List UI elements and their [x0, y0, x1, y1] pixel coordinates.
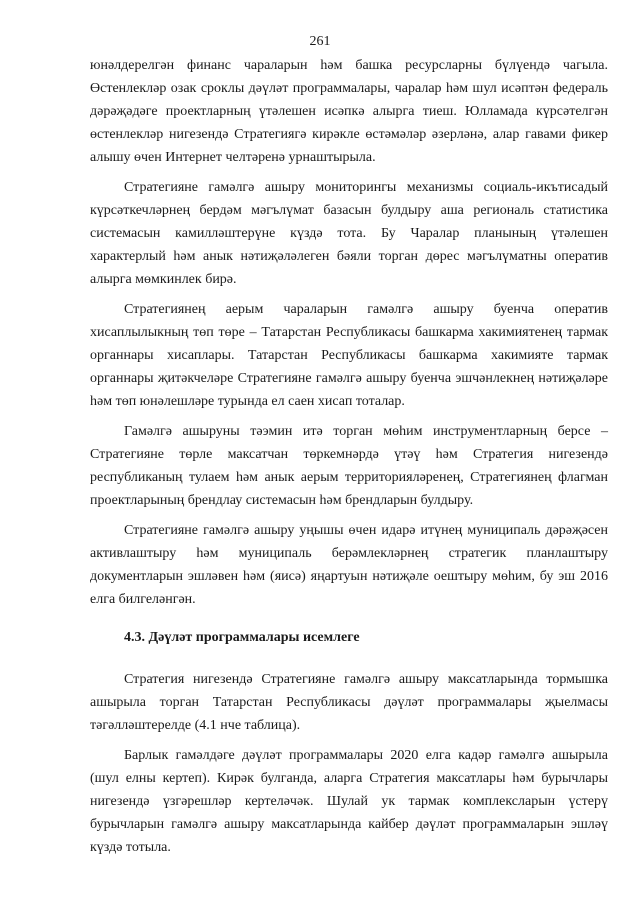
paragraph: Гамәлгә ашыруны тәэмин итә торган мөһим инструментларның берсе – Стратегияне төрле максатчан төркемнәрдә үтәү һәм Стратегия нигезендә республиканың тулаем һәм анык аерым территорияләренең, Стратегиянең флагман проектларының брендлау системасын һәм брендларын булдыру. [90, 424, 608, 508]
document-body [90, 54, 608, 859]
paragraph: Барлык гамәлдәге дәүләт программалары 2020 елга кадәр гамәлгә ашырыла (шул елны кертеп). Кирәк булганда, аларга Стратегия максатлары һәм бурычлары нигезендә үзгәрешләр кертеләчәк. Шулай ук тармак комплексларын үстерү бурычларын гамәлгә ашыру максатларында кайбер дәүләт программаларын эшләү күздә тотыла. [90, 748, 608, 855]
page-number: 261 [309, 34, 331, 49]
section-heading: 4.3. Дәүләт программалары исемлеге [124, 630, 360, 645]
paragraph: Стратегияне гамәлгә ашыру мониторингы механизмы социаль-икътисадый күрсәткечләрнең бердәм мәгълүмат базасын булдыру аша региональ статистика системасын камилләштерүне күздә тота. Бу Чаралар планының үтәлешен характерлый һәм анык нәтиҗәләлеген бәяли торган дөрес мәгълүматны оператив алырга мөмкинлек бирә. [90, 180, 608, 287]
paragraph: Стратегиянең аерым чараларын гамәлгә ашыру буенча оператив хисаплылыкның төп төре – Татарстан Республикасы башкарма хакимиятенең тармак органнары хисаплары. Татарстан Республикасы башкарма хакимияте тармак органнары җитәкчеләре Стратегияне гамәлгә ашыру буенча эшчәнлекнең нәтиҗәләре һәм төп юнәлешләре турында ел саен хисап тоталар. [90, 302, 608, 409]
paragraph: Стратегия нигезендә Стратегияне гамәлгә ашыру максатларында тормышка ашырыла торган Татарстан Республикасы дәүләт программалары җыелмасы тәгәлләштерелде (4.1 нче таблица). [90, 672, 608, 733]
paragraph: Стратегияне гамәлгә ашыру уңышы өчен идарә итүнең муниципаль дәрәҗәсен активлаштыру һәм муниципаль берәмлекләрнең стратегик планлаштыру документларын эшләвен һәм (яисә) яңартуын нәтиҗәле оештыру мөһим, бу эш 2016 елга билгеләнгән. [90, 523, 608, 607]
paragraph: юнәлдерелгән финанс чараларын һәм башка ресурсларны бүлүендә чагыла. Өстенлекләр озак сроклы дәүләт программалары, чаралар һәм шул исәптән федераль дәрәҗәдәге проектларның үтәлешен исәпкә алырга тиеш. Юлламада күрсәтелгән өстенлекләр нигезендә Стратегиягә кирәкле өстәмәләр әзерләнә, алар гавами фикер алышу өчен Интернет челтәренә урнаштырыла. [90, 58, 608, 165]
